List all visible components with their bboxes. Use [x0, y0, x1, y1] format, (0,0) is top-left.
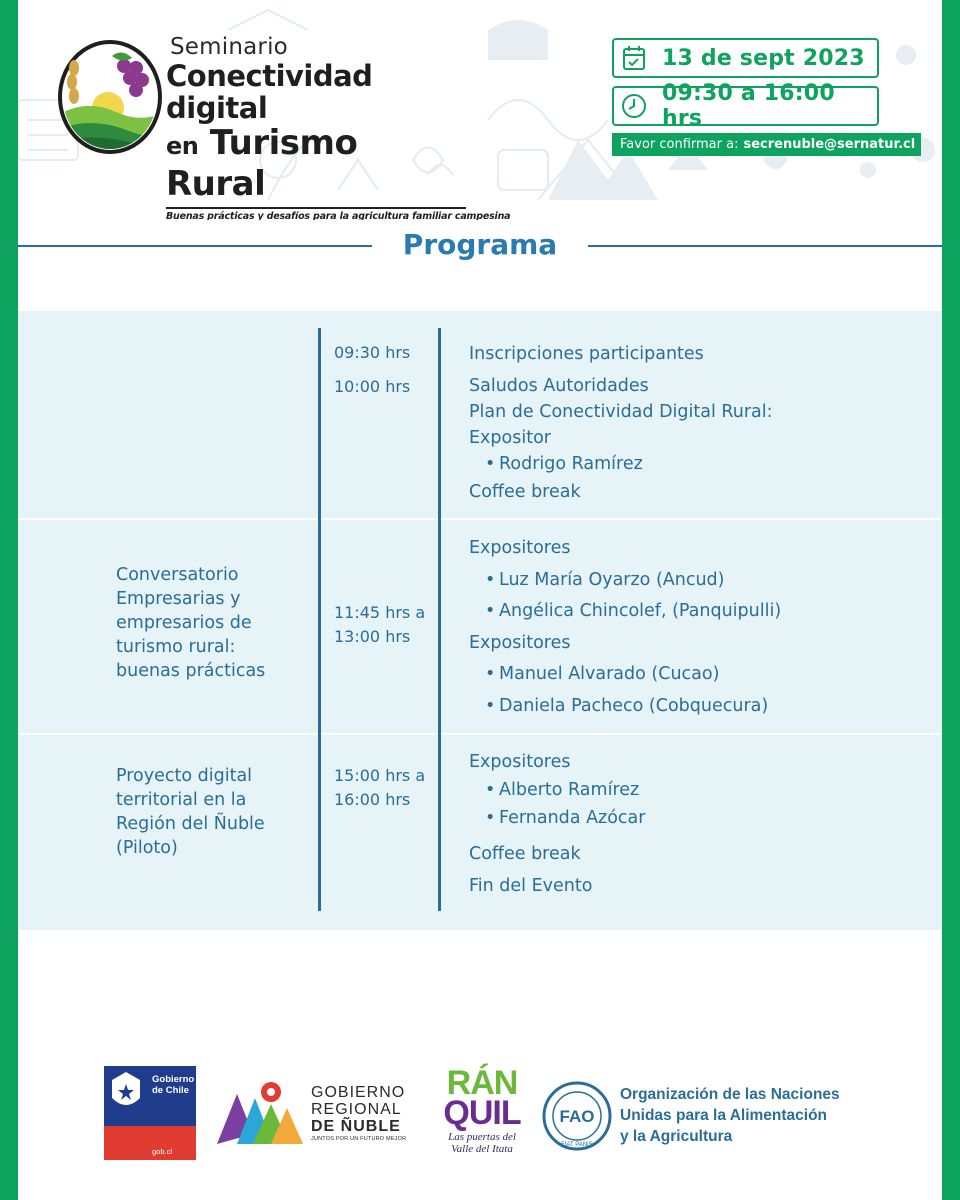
- gc-label-line: Gobierno: [152, 1074, 195, 1085]
- ranquil-word: QUIL: [443, 1094, 521, 1132]
- gob-url: gob.cl: [152, 1147, 173, 1156]
- topic-line: Proyecto digital: [116, 766, 253, 786]
- item-saludos: Saludos Autoridades: [469, 376, 649, 396]
- item-coffee-break: Coffee break: [469, 844, 581, 864]
- programa-title: Programa: [402, 228, 558, 261]
- clock-icon: [614, 88, 654, 124]
- ranquil-logo: [438, 1064, 526, 1160]
- speaker-daniela: • Daniela Pacheco (Cobquecura): [481, 691, 781, 723]
- row3-time: [334, 764, 425, 812]
- time-line: 16:00 hrs: [334, 790, 411, 809]
- expositores-label: Expositores: [469, 752, 571, 772]
- chile-coat-of-arms-icon: [104, 1066, 148, 1126]
- header: [18, 0, 942, 220]
- topic-line: turismo rural:: [116, 637, 236, 657]
- item-coffee-break: Coffee break: [469, 482, 581, 502]
- row-separator: [18, 733, 942, 735]
- topic-line: (Piloto): [116, 838, 178, 858]
- time-1000: 10:00 hrs: [334, 377, 411, 396]
- event-time: 09:30 a 16:00 hrs: [662, 81, 835, 131]
- fao-line: y la Agricultura: [620, 1128, 733, 1145]
- speaker-rodrigo: • Rodrigo Ramírez: [481, 451, 773, 477]
- gc-red-band: [104, 1126, 148, 1160]
- column-divider-right: [438, 328, 441, 911]
- speaker-alberto: • Alberto Ramírez: [481, 776, 645, 804]
- row1-time: [334, 341, 410, 399]
- item-plan: Plan de Conectividad Digital Rural:: [469, 402, 773, 422]
- gobierno-de-chile-logo: [104, 1066, 196, 1160]
- item-fin-evento: Fin del Evento: [469, 876, 593, 896]
- fao-line: Organización de las Naciones: [620, 1086, 840, 1103]
- topic-line: Región del Ñuble: [116, 814, 265, 834]
- speaker-fernanda: • Fernanda Azócar: [481, 804, 645, 832]
- seminar-title-line2: [166, 124, 466, 203]
- topic-line: buenas prácticas: [116, 661, 266, 681]
- nuble-map-icon: [213, 1074, 309, 1154]
- gn-line: REGIONAL: [311, 1101, 402, 1118]
- topic-line: Conversatorio: [116, 565, 239, 585]
- expositores-label: Expositores: [469, 538, 571, 558]
- time-box: [612, 81, 879, 131]
- fao-letters: FAO: [559, 1107, 595, 1126]
- gc-label-line: de Chile: [152, 1085, 189, 1096]
- confirm-label: Favor confirmar a:: [620, 137, 739, 152]
- topic-line: territorial en la: [116, 790, 247, 810]
- schedule-table: [18, 311, 942, 930]
- expositores-label: Expositores: [469, 632, 571, 653]
- row2-time: [334, 601, 425, 649]
- row1-items: [469, 341, 773, 505]
- right-green-border: [942, 0, 960, 1200]
- time-line: 13:00 hrs: [334, 627, 411, 646]
- title-rule-left: [18, 245, 372, 247]
- gobierno-chile-label: [152, 1074, 194, 1096]
- title-rule-right: [588, 245, 942, 247]
- row3-items: [469, 748, 645, 900]
- seminar-title-block: [166, 34, 511, 220]
- row3-topic: [116, 764, 265, 860]
- gn-tagline: JUNTOS POR UN FUTURO MEJOR: [311, 1136, 407, 1142]
- speaker-angelica: • Angélica Chincolef, (Panquipulli): [481, 596, 781, 628]
- fao-name: [620, 1084, 840, 1147]
- speaker-luz-maria: • Luz María Oyarzo (Ancud): [481, 565, 781, 597]
- topic-line: empresarios de: [116, 613, 252, 633]
- ranquil-word: RÁN: [446, 1064, 518, 1102]
- tagline-line: Las puertas del: [448, 1131, 516, 1143]
- row-separator: [18, 518, 942, 520]
- gc-right-panel: [148, 1066, 196, 1160]
- item-expositor-label: Expositor: [469, 428, 551, 448]
- event-date: 13 de sept 2023: [662, 45, 865, 71]
- fao-emblem-icon: [541, 1080, 613, 1152]
- title-en-word: en: [166, 132, 199, 160]
- row2-topic: [116, 563, 265, 683]
- speaker-manuel: • Manuel Alvarado (Cucao): [481, 659, 781, 691]
- gn-text-block: [311, 1084, 406, 1143]
- time-0930: 09:30 hrs: [334, 343, 411, 362]
- time-line: 11:45 hrs a: [334, 603, 426, 622]
- fao-line: Unidas para la Alimentación: [620, 1107, 828, 1124]
- seminar-title-line1: Conectividad digital: [166, 59, 373, 125]
- confirm-bar: [612, 133, 921, 156]
- column-divider-left: [318, 328, 321, 911]
- ranquil-tagline: [438, 1131, 526, 1155]
- gn-line: DE ÑUBLE: [311, 1118, 401, 1135]
- confirm-email[interactable]: secrenuble@sernatur.cl: [743, 137, 916, 152]
- fao-motto: FIAT PANIS: [561, 1142, 593, 1148]
- seminar-subtitle: Buenas prácticas y desafíos para la agricultura familiar campesina: [166, 207, 466, 220]
- tagline-line: Valle del Itata: [451, 1143, 513, 1155]
- gc-left-panel: [104, 1066, 148, 1160]
- date-box: [612, 38, 879, 78]
- time-line: 15:00 hrs a: [334, 766, 426, 785]
- gobierno-regional-nuble-logo: [213, 1074, 423, 1154]
- seminar-label: Seminario: [170, 34, 288, 60]
- footer-logos: [18, 1050, 942, 1170]
- gc-red-band: [148, 1126, 196, 1160]
- left-green-border: [0, 0, 18, 1200]
- calendar-icon: [614, 40, 654, 76]
- gn-line: GOBIERNO: [311, 1084, 406, 1101]
- title-turismo-rural: Turismo Rural: [166, 123, 358, 204]
- seminar-logo-emblem: [56, 38, 164, 156]
- row2-items: [469, 533, 781, 722]
- item-inscripciones: Inscripciones participantes: [469, 344, 704, 364]
- topic-line: Empresarias y: [116, 589, 241, 609]
